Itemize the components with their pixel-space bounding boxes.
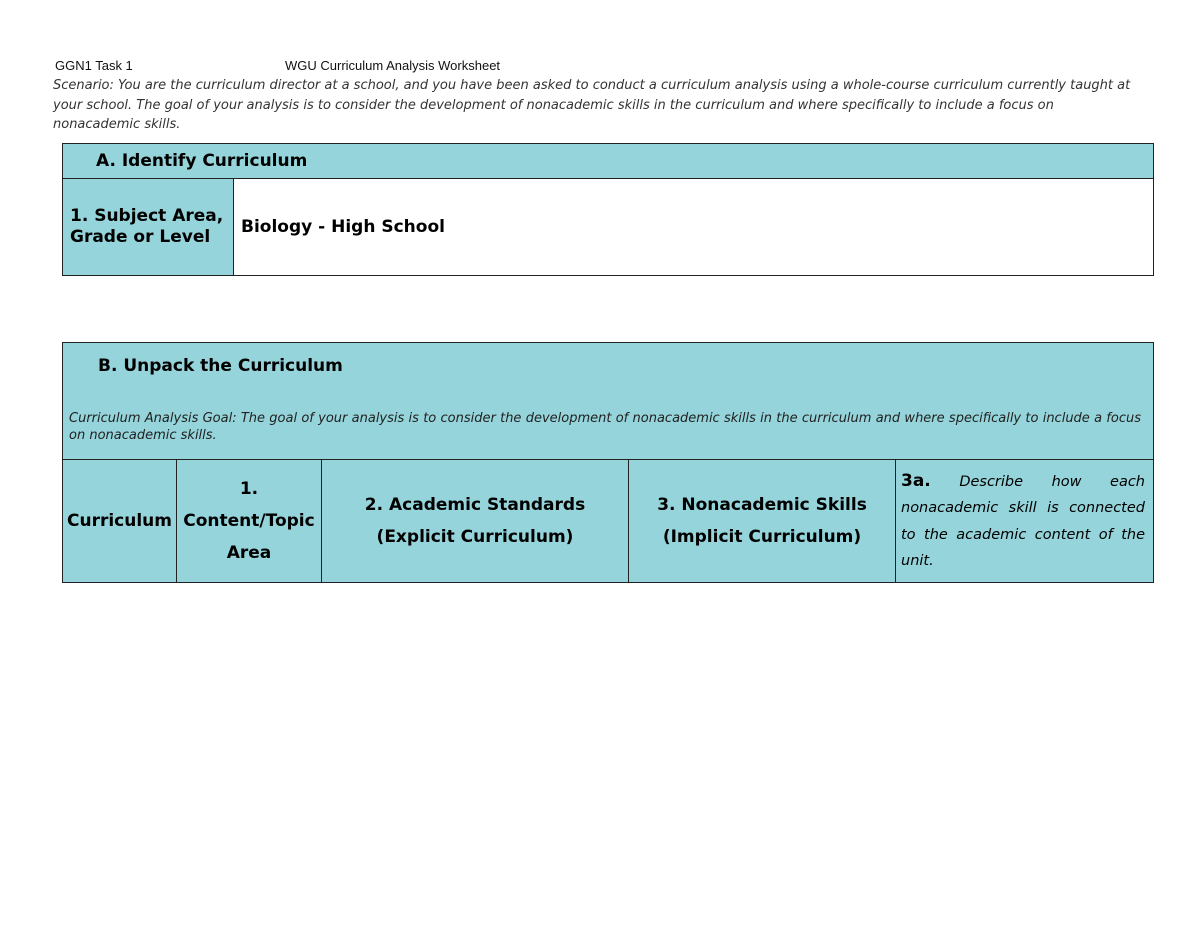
scenario-text: Scenario: You are the curriculum director at a school, and you have been asked to conduct a curriculum analysis using a whole-course curriculum currently taught at your school. The goal of your analysis is to consider the development of nonacademic skills in the curriculum and where specifically to include a focus on nonacademic skills. bbox=[53, 78, 1131, 132]
identify-curriculum-table bbox=[62, 143, 1154, 276]
column-nonacademic-skills: 3. Nonacademic Skills (Implicit Curriculum) bbox=[629, 460, 896, 583]
column-academic-standards: 2. Academic Standards (Explicit Curriculum) bbox=[322, 460, 629, 583]
worksheet-title: WGU Curriculum Analysis Worksheet bbox=[285, 58, 501, 73]
unpack-curriculum-table bbox=[62, 342, 1154, 583]
column-skill-connection bbox=[896, 460, 1154, 583]
subject-area-value[interactable]: Biology - High School bbox=[234, 179, 1154, 276]
analysis-goal-text: Curriculum Analysis Goal: The goal of your analysis is to consider the development of nonacademic skills in the curriculum and where specifically to include a focus on nonacademic skills. bbox=[69, 411, 1141, 443]
column-skill-connection-text: Describe how each nonacademic skill is connected to the academic content of the unit. bbox=[901, 473, 1146, 569]
column-skill-connection-number: 3a. bbox=[901, 470, 931, 491]
column-curriculum: Curriculum bbox=[63, 460, 177, 583]
column-content-topic: 1. Content/Topic Area bbox=[177, 460, 322, 583]
course-code: GGN1 Task 1 bbox=[55, 58, 133, 73]
subject-area-label: 1. Subject Area, Grade or Level bbox=[63, 179, 234, 276]
section-a-title: A. Identify Curriculum bbox=[63, 144, 1154, 179]
section-b-title: B. Unpack the Curriculum bbox=[98, 356, 343, 376]
document-header bbox=[55, 57, 500, 75]
section-b-header bbox=[63, 343, 1154, 460]
